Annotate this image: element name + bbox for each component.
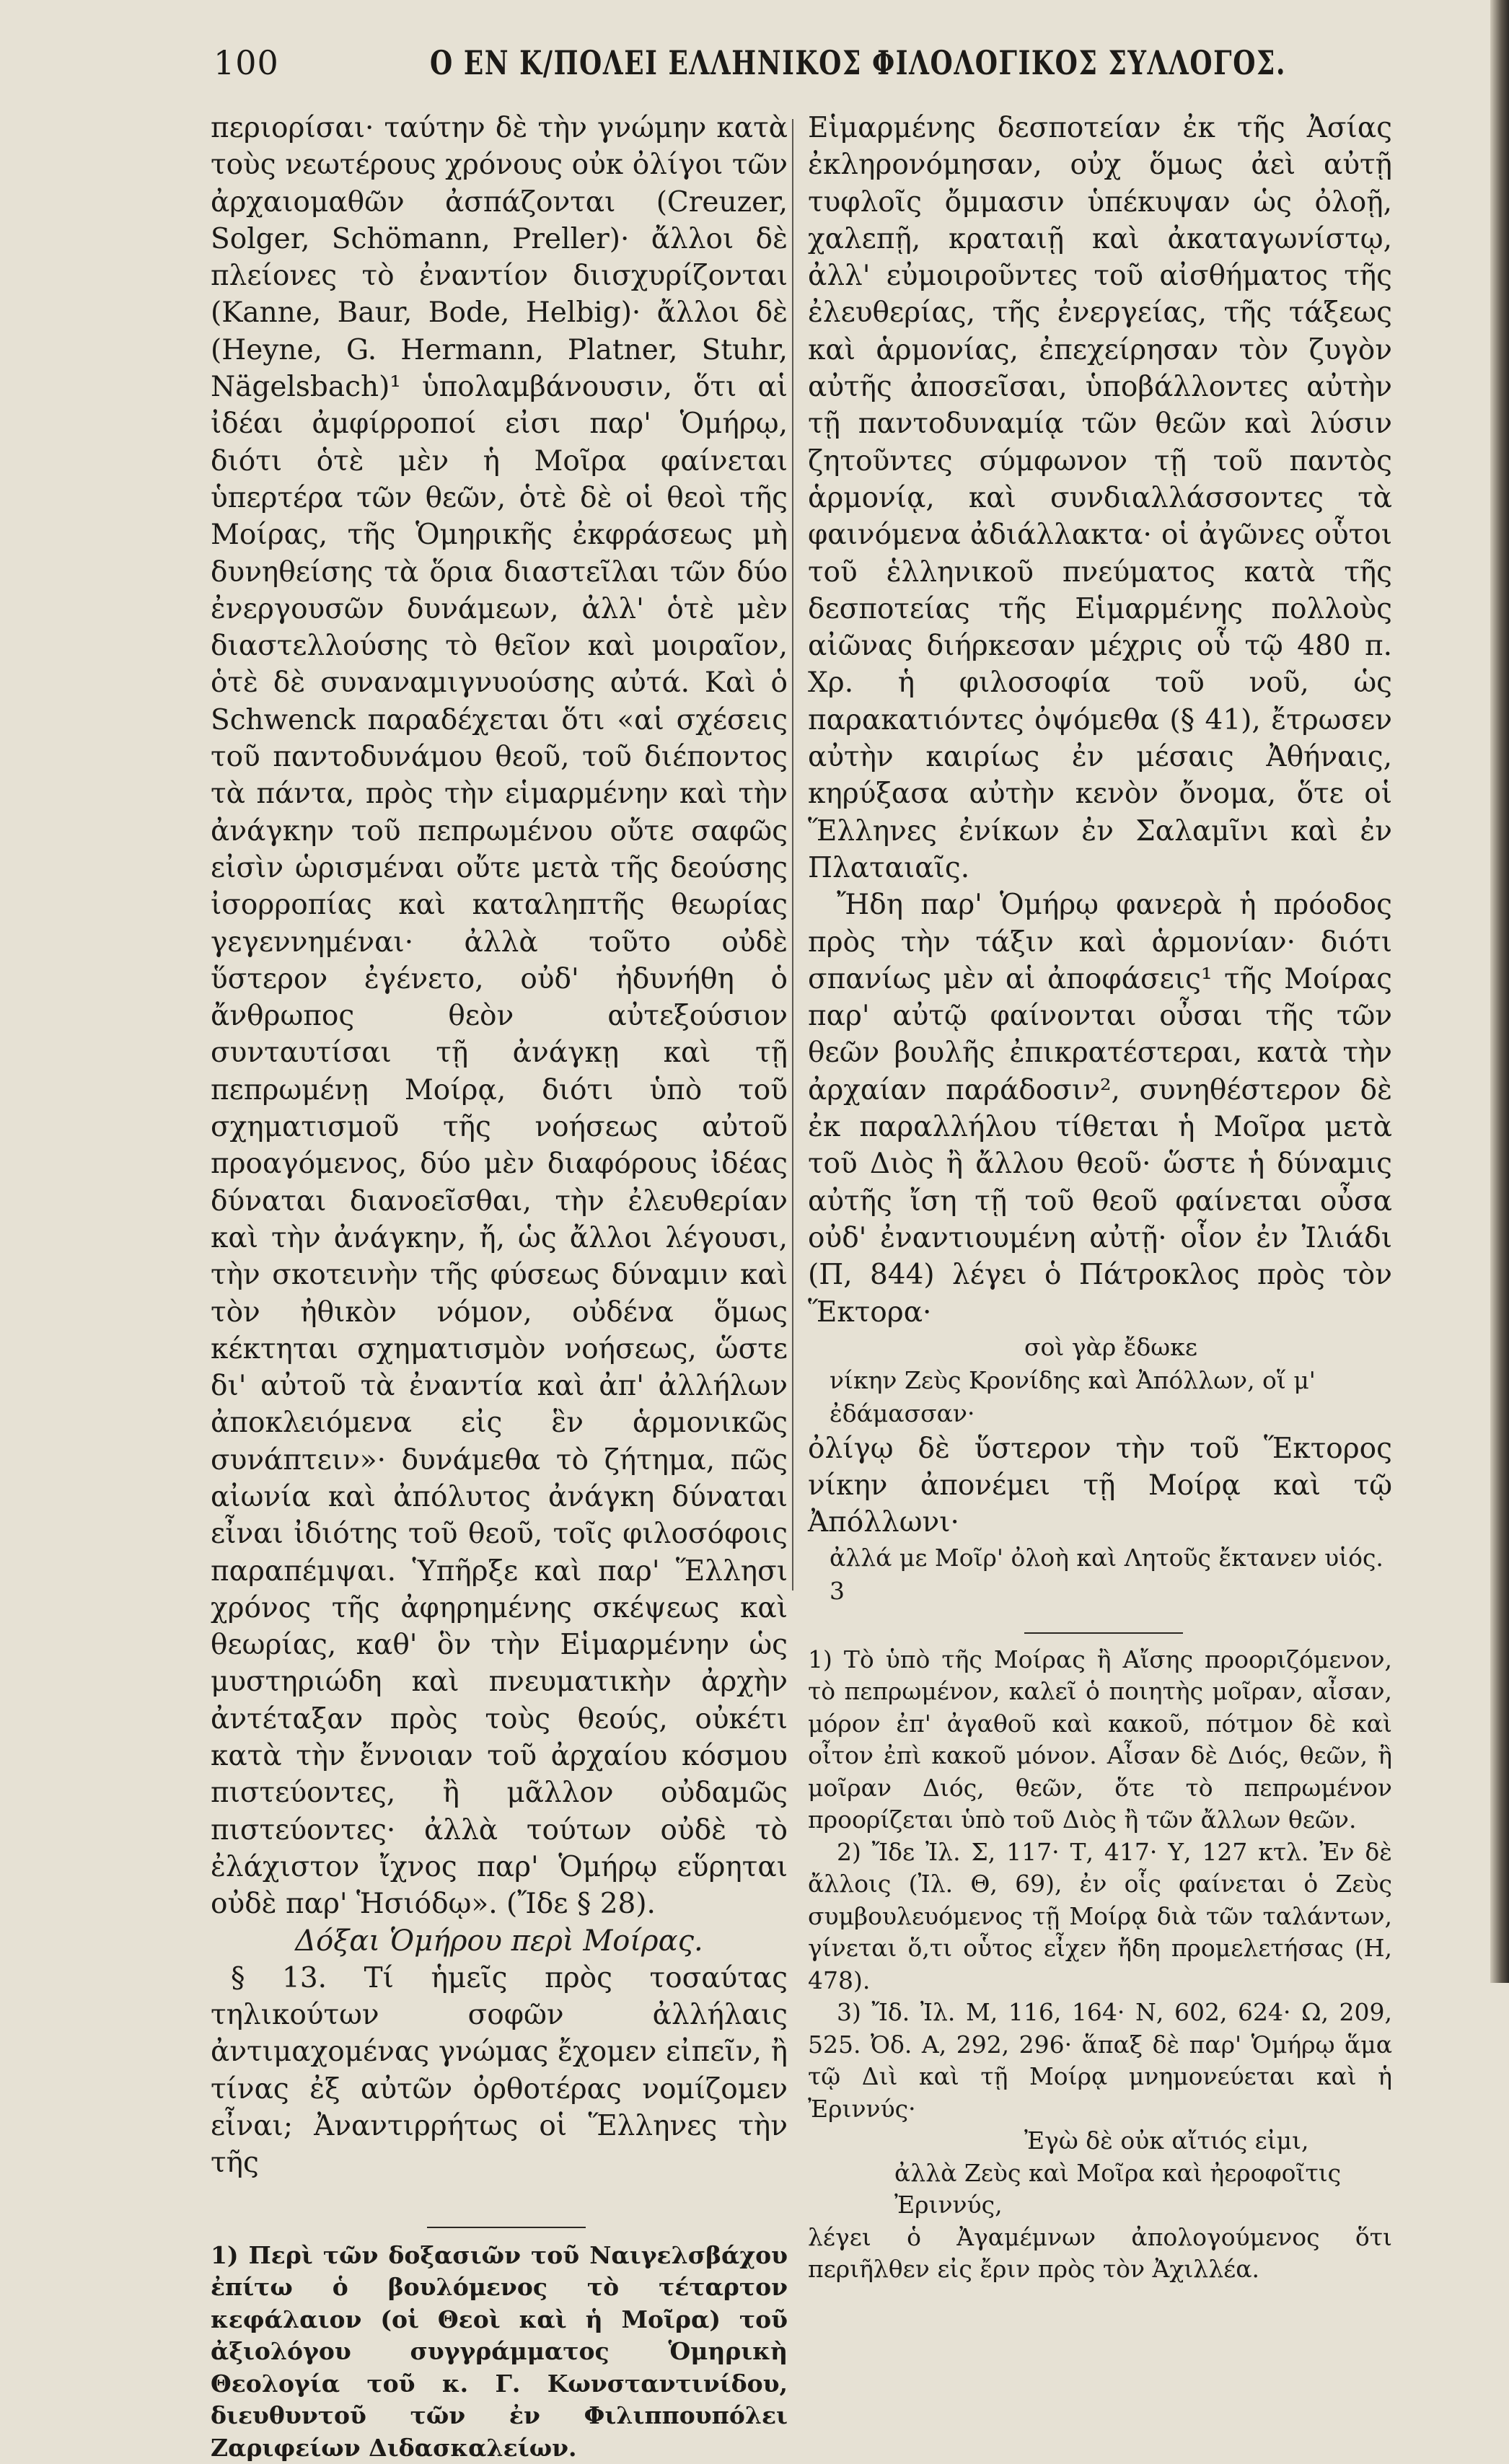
right-footnote-3: 3) Ἴδ. Ἰλ. Μ, 116, 164· Ν, 602, 624· Ω, 209, 525. Ὀδ. Α, 292, 296· ἅπαξ δὲ παρ' Ὁμήρῳ ἅμα τῷ Διὶ καὶ τῇ Μοίρᾳ μνημονεύεται καὶ ἡ Ἐριννύς·	[808, 1998, 1392, 2123]
right-footnote-2: 2) Ἴδε Ἰλ. Σ, 117· Τ, 417· Υ, 127 κτλ. Ἐν δὲ ἄλλοις (Ἰλ. Θ, 69), ἐν οἷς φαίνεται ὁ Ζεὺς συμβουλευόμενος τῇ Μοίρᾳ διὰ τῶν ταλάντων, γίνεται ὅ,τι οὗτος εἶχεν ἤδη προμελετήσας (Η, 478).	[808, 1837, 1392, 1994]
right-paragraph-1: Εἱμαρμένης δεσποτείαν ἐκ τῆς Ἀσίας ἐκληρονόμησαν, οὐχ ὅμως ἀεὶ αὐτῇ τυφλοῖς ὄμμασιν ὑπέκυψαν ὡς ὀλοῇ, χαλεπῇ, κραταιῇ καὶ ἀκαταγωνίστῳ, ἀλλ' εὐμοιροῦντες τοῦ αἰσθήματος τῆς ἐλευθερίας, τῆς ἐνεργείας, τῆς τάξεως καὶ ἁρμονίας, ἐπεχείρησαν τὸν ζυγὸν αὐτῆς ἀποσεῖσαι, ὑποβάλλοντες αὐτὴν τῇ παντοδυναμίᾳ τῶν θεῶν καὶ λύσιν ζητοῦντες σύμφωνον τῇ τοῦ παντὸς ἁρμονίᾳ, καὶ συνδιαλλάσσοντες τὰ φαινόμενα ἀδιάλλακτα· οἱ ἀγῶνες οὗτοι τοῦ ἑλληνικοῦ πνεύματος κατὰ τῆς δεσποτείας τῆς Εἱμαρμένης πολλοὺς αἰῶνας διήρκεσαν μέχρις οὗ τῷ 480 π. Χρ. ἡ φιλοσοφία τοῦ νοῦ, ὡς παρακατιόντες ὀψόμεθα (§ 41), ἔτρωσεν αὐτὴν καιρίως ἐν μέσαις Ἀθήναις, κηρύξασα αὐτὴν κενὸν ὄνομα, ὅτε οἱ Ἕλληνες ἐνίκων ἐν Σαλαμῖνι καὶ ἐν Πλαταιαῖς.	[808, 112, 1392, 884]
right-footnote-1: 1) Τὸ ὑπὸ τῆς Μοίρας ἢ Αἴσης προοριζόμενον, τὸ πεπρωμένον, καλεῖ ὁ ποιητὴς μοῖραν, αἶσαν, μόρον ἐπ' ἀγαθοῦ καὶ κακοῦ, πότμον δὲ καὶ οἶτον ἐπὶ κακοῦ μόνον. Αἶσαν δὲ Διός, θεῶν, ἢ μοῖραν Διός, θεῶν, ὅτε τὸ πεπρωμένον προορίζεται ὑπὸ τοῦ Διὸς ἢ τῶν ἄλλων θεῶν.	[808, 1645, 1392, 1834]
right-paragraph-2: Ἤδη παρ' Ὁμήρῳ φανερὰ ἡ πρόοδος πρὸς τὴν τάξιν καὶ ἁρμονίαν· διότι σπανίως μὲν αἱ ἀποφάσεις¹ τῆς Μοίρας παρ' αὐτῷ φαίνονται οὖσαι τῆς τῶν θεῶν βουλῆς ἐπικρατέστεραι, κατὰ τὴν ἀρχαίαν παράδοσιν², συνηθέστερον δὲ ἐκ παραλλήλου τίθεται ἡ Μοῖρα μετὰ τοῦ Διὸς ἢ ἄλλου θεοῦ· ὥστε ἡ δύναμις αὐτῆς ἴση τῇ τοῦ θεοῦ φαίνεται οὖσα οὐδ' ἐναντιουμένη αὐτῇ· οἷον ἐν Ἰλιάδι (Π, 844) λέγει ὁ Πάτροκλος πρὸς τὸν Ἕκτορα·	[808, 889, 1392, 1329]
right-column	[808, 110, 1392, 2286]
right-paragraph-3: ὀλίγῳ δὲ ὕστερον τὴν τοῦ Ἕκτορος νίκην ἀπονέμει τῇ Μοίρᾳ καὶ τῷ Ἀπόλλωνι·	[808, 1432, 1392, 1539]
left-column	[211, 110, 788, 2464]
verse-2: ἀλλά με Μοῖρ' ὀλοὴ καὶ Λητοῦς ἔκτανεν υἱός. 3	[830, 1543, 1383, 1605]
footnote-verse-2: ἀλλὰ Ζεὺς καὶ Μοῖρα καὶ ἠεροφοῖτις Ἐριννύς,	[894, 2158, 1342, 2219]
page-header	[214, 38, 1287, 88]
footnote-verse-1: Ἐγὼ δὲ οὐκ αἴτιός εἰμι,	[1024, 2126, 1309, 2155]
column-divider	[792, 119, 793, 1590]
right-footnote-3-end: λέγει ὁ Ἀγαμέμνων ἀπολογούμενος ὅτι περιῆλθεν εἰς ἔριν πρὸς τὸν Ἀχιλλέα.	[808, 2222, 1392, 2284]
left-paragraph-2: § 13. Τί ἡμεῖς πρὸς τοσαύτας τηλικούτων σοφῶν ἀλλήλαις ἀντιμαχομένας γνώμας ἔχομεν εἰπεῖν, ἢ τίνας ἐξ αὐτῶν ὀρθοτέρας νομίζομεν εἶναι; Ἀναντιρρήτως οἱ Ἕλληνες τὴν τῆς	[211, 1961, 788, 2180]
left-paragraph-1: περιορίσαι· ταύτην δὲ τὴν γνώμην κατὰ τοὺς νεωτέρους χρόνους οὐκ ὀλίγοι τῶν ἀρχαιομαθῶν ἀσπάζονται (Creuzer, Solger, Schömann, Preller)· ἄλλοι δὲ πλείονες τὸ ἐναντίον διισχυρίζονται (Kanne, Baur, Bode, Helbig)· ἄλλοι δὲ (Heyne, G. Hermann, Platner, Stuhr, Nägelsbach)¹ ὑπολαμβάνουσιν, ὅτι αἱ ἰδέαι ἀμφίρροποί εἰσι παρ' Ὁμήρῳ, διότι ὁτὲ μὲν ἡ Μοῖρα φαίνεται ὑπερτέρα τῶν θεῶν, ὁτὲ δὲ οἱ θεοὶ τῆς Μοίρας, τῆς Ὁμηρικῆς ἐκφράσεως μὴ δυνηθείσης τὰ ὅρια διαστεῖλαι τῶν δύο ἐνεργουσῶν δυνάμεων, ἀλλ' ὁτὲ μὲν διαστελλούσης τὸ θεῖον καὶ μοιραῖον, ὁτὲ δὲ συναναμιγνυούσης αὐτά. Καὶ ὁ Schwenck παραδέχεται ὅτι «αἱ σχέσεις τοῦ παντοδυνάμου θεοῦ, τοῦ διέποντος τὰ πάντα, πρὸς τὴν εἱμαρμένην καὶ τὴν ἀνάγκην τοῦ πεπρωμένου οὔτε σαφῶς εἰσὶν ὡρισμέναι οὔτε μετὰ τῆς δεούσης ἰσορροπίας καὶ καταληπτῆς θεωρίας γεγεννημέναι· ἀλλὰ τοῦτο οὐδὲ ὕστερον ἐγένετο, οὐδ' ἠδυνήθη ὁ ἄνθρωπος θεὸν αὐτεξούσιον συνταυτίσαι τῇ ἀνάγκῃ καὶ τῇ πεπρωμένῃ Μοίρᾳ, διότι ὑπὸ τοῦ σχηματισμοῦ τῆς νοήσεως αὐτοῦ προαγόμενος, δύο μὲν διαφόρους ἰδέας δύναται διανοεῖσθαι, τὴν ἐλευθερίαν καὶ τὴν ἀνάγκην, ἤ, ὡς ἄλλοι λέγουσι, τὴν σκοτεινὴν τῆς φύσεως δύναμιν καὶ τὸν ἠθικὸν νόμον, οὐδένα ὅμως κέκτηται σχηματισμὸν νοήσεως, ὥστε δι' αὐτοῦ τὰ ἐναντία καὶ ἀπ' ἀλλήλων ἀποκλειόμενα εἰς ἓν ἁρμονικῶς συνάπτειν»· δυνάμεθα τὸ ζήτημα, πῶς αἰωνία καὶ ἀπόλυτος ἀνάγκη δύναται εἶναι ἰδιότης τοῦ θεοῦ, τοῖς φιλοσόφοις παραπέμψαι. Ὑπῆρξε καὶ παρ' Ἕλλησι χρόνος τῆς ἀφηρημένης σκέψεως καὶ θεωρίας, καθ' ὃν τὴν Εἱμαρμένην ὡς μυστηριώδη καὶ πνευματικὴν ἀρχὴν ἀντέταξαν πρὸς τοὺς θεούς, οὐκέτι κατὰ τὴν ἔννοιαν τοῦ ἀρχαίου κόσμου πιστεύοντες, ἢ μᾶλλον οὐδαμῶς πιστεύοντες· ἀλλὰ τούτων οὐδὲ τὸ ἐλάχιστον ἴχνος παρ' Ὁμήρῳ εὕρηται οὐδὲ παρ' Ἡσιόδῳ». (Ἴδε § 28).	[211, 112, 788, 1921]
verse-1a: σοὶ γὰρ ἔδωκε	[1024, 1332, 1197, 1361]
footnote-rule-left	[427, 2227, 586, 2228]
page-number: 100	[214, 43, 279, 82]
section-heading: Δόξαι Ὁμήρου περὶ Μοίρας.	[295, 1924, 703, 1958]
book-spine-shadow	[1490, 0, 1509, 1983]
running-head: Ο ΕΝ Κ/ΠΟΛΕΙ ΕΛΛΗΝΙΚΟΣ ΦΙΛΟΛΟΓΙΚΟΣ ΣΥΛΛΟΓΟΣ.	[430, 43, 1287, 82]
left-footnote-1: 1) Περὶ τῶν δοξασιῶν τοῦ Ναιγελσβάχου ἐπίτω ὁ βουλόμενος τὸ τέταρτον κεφάλαιον (οἱ Θεοὶ καὶ ἡ Μοῖρα) τοῦ ἀξιολόγου συγγράμματος Ὁμηρικὴ Θεολογία τοῦ κ. Γ. Κωνσταντινίδου, διευθυντοῦ τῶν ἐν Φιλιππουπόλει Ζαριφείων Διδασκαλείων.	[211, 2240, 788, 2462]
verse-1b: νίκην Ζεὺς Κρονίδης καὶ Ἀπόλλων, οἵ μ' ἐδάμασσαν·	[830, 1365, 1316, 1427]
footnote-rule-right	[1024, 1632, 1183, 1634]
